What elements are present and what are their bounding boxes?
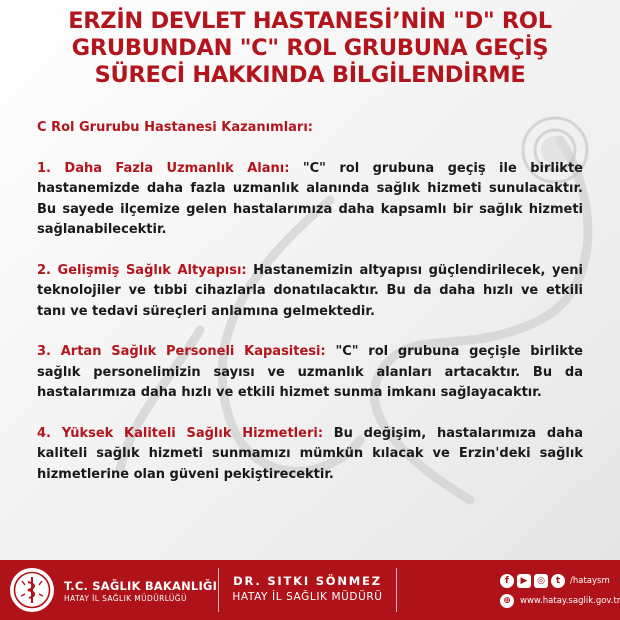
section-heading: C Rol Grurubu Hastanesi Kazanımları: xyxy=(37,120,313,135)
benefit-item-1 xyxy=(37,159,583,241)
benefit-title: 1. Daha Fazla Uzmanlık Alanı: xyxy=(37,160,290,176)
benefit-text: "C" rol grubuna geçiş ile birlikte hastanemizde daha fazla uzmanlık alanında sağlık hizmeti sunulacaktır. Bu sayede ilçemize gelen hastalarımıza daha kapsamlı bir sağlık hizmeti sağlanabilecektir. xyxy=(37,160,583,237)
benefit-item-4 xyxy=(37,424,583,486)
ministry-logo-icon xyxy=(8,566,56,614)
benefit-item-3 xyxy=(37,342,583,404)
instagram-icon[interactable]: ◎ xyxy=(534,574,548,588)
title-line-3: SÜRECİ HAKKINDA BİLGİLENDİRME xyxy=(94,62,526,88)
benefit-title: 2. Gelişmiş Sağlık Altyapısı: xyxy=(37,262,247,278)
ministry-name: T.C. SAĞLIK BAKANLIĞI xyxy=(64,579,218,593)
twitter-icon[interactable]: t xyxy=(551,574,565,588)
social-handle[interactable]: /hataysm xyxy=(570,576,610,586)
benefit-item-2 xyxy=(37,261,583,323)
ministry-subtitle: HATAY İL SAĞLIK MÜDÜRLÜĞÜ xyxy=(64,594,187,603)
facebook-icon[interactable]: f xyxy=(500,574,514,588)
benefit-title: 4. Yüksek Kaliteli Sağlık Hizmetleri: xyxy=(37,425,324,441)
benefit-text: Hastanemizin altyapısı güçlendirilecek, yeni teknolojiler ve tıbbi cihazlarla donatılacaktır. Bu da daha hızlı ve etkili tanı ve tedavi süreçleri anlamına gelmektedir. xyxy=(37,262,583,319)
page-title xyxy=(20,8,600,89)
youtube-icon[interactable]: ▶ xyxy=(517,574,531,588)
footer-divider xyxy=(396,568,397,612)
footer-bar xyxy=(0,560,620,620)
social-block xyxy=(402,573,620,613)
globe-icon: ⊕ xyxy=(500,594,514,608)
benefit-text: "C" rol grubuna geçişle birlikte sağlık personelimizin sayısı ve uzmanlık alanları artacaktır. Bu da hastalarımıza daha hızlı ve etkili hizmet sunma imkanı sağlayacaktır. xyxy=(37,344,583,400)
title-line-2: GRUBUNDAN "C" ROL GRUBUNA GEÇİŞ xyxy=(71,35,549,61)
director-title: HATAY İL SAĞLIK MÜDÜRÜ xyxy=(232,591,383,603)
title-line-1: ERZİN DEVLET HASTANESİ’NİN "D" ROL xyxy=(68,8,552,34)
director-block xyxy=(219,574,396,603)
social-links-row xyxy=(500,573,610,589)
benefit-title: 3. Artan Sağlık Personeli Kapasitesi: xyxy=(37,344,326,359)
benefit-text: Bu değişim, hastalarımıza daha kaliteli sağlık hizmeti sunmamızı mümkün kılacak ve Erzin'deki sağlık hizmetlerine olan güveni pekiştirecektir. xyxy=(37,425,583,482)
website-row xyxy=(500,593,620,609)
ministry-block xyxy=(8,566,218,614)
director-name: DR. SITKI SÖNMEZ xyxy=(233,574,382,588)
main-content xyxy=(37,118,583,485)
website-link[interactable]: www.hatay.saglik.gov.tr xyxy=(520,596,620,606)
